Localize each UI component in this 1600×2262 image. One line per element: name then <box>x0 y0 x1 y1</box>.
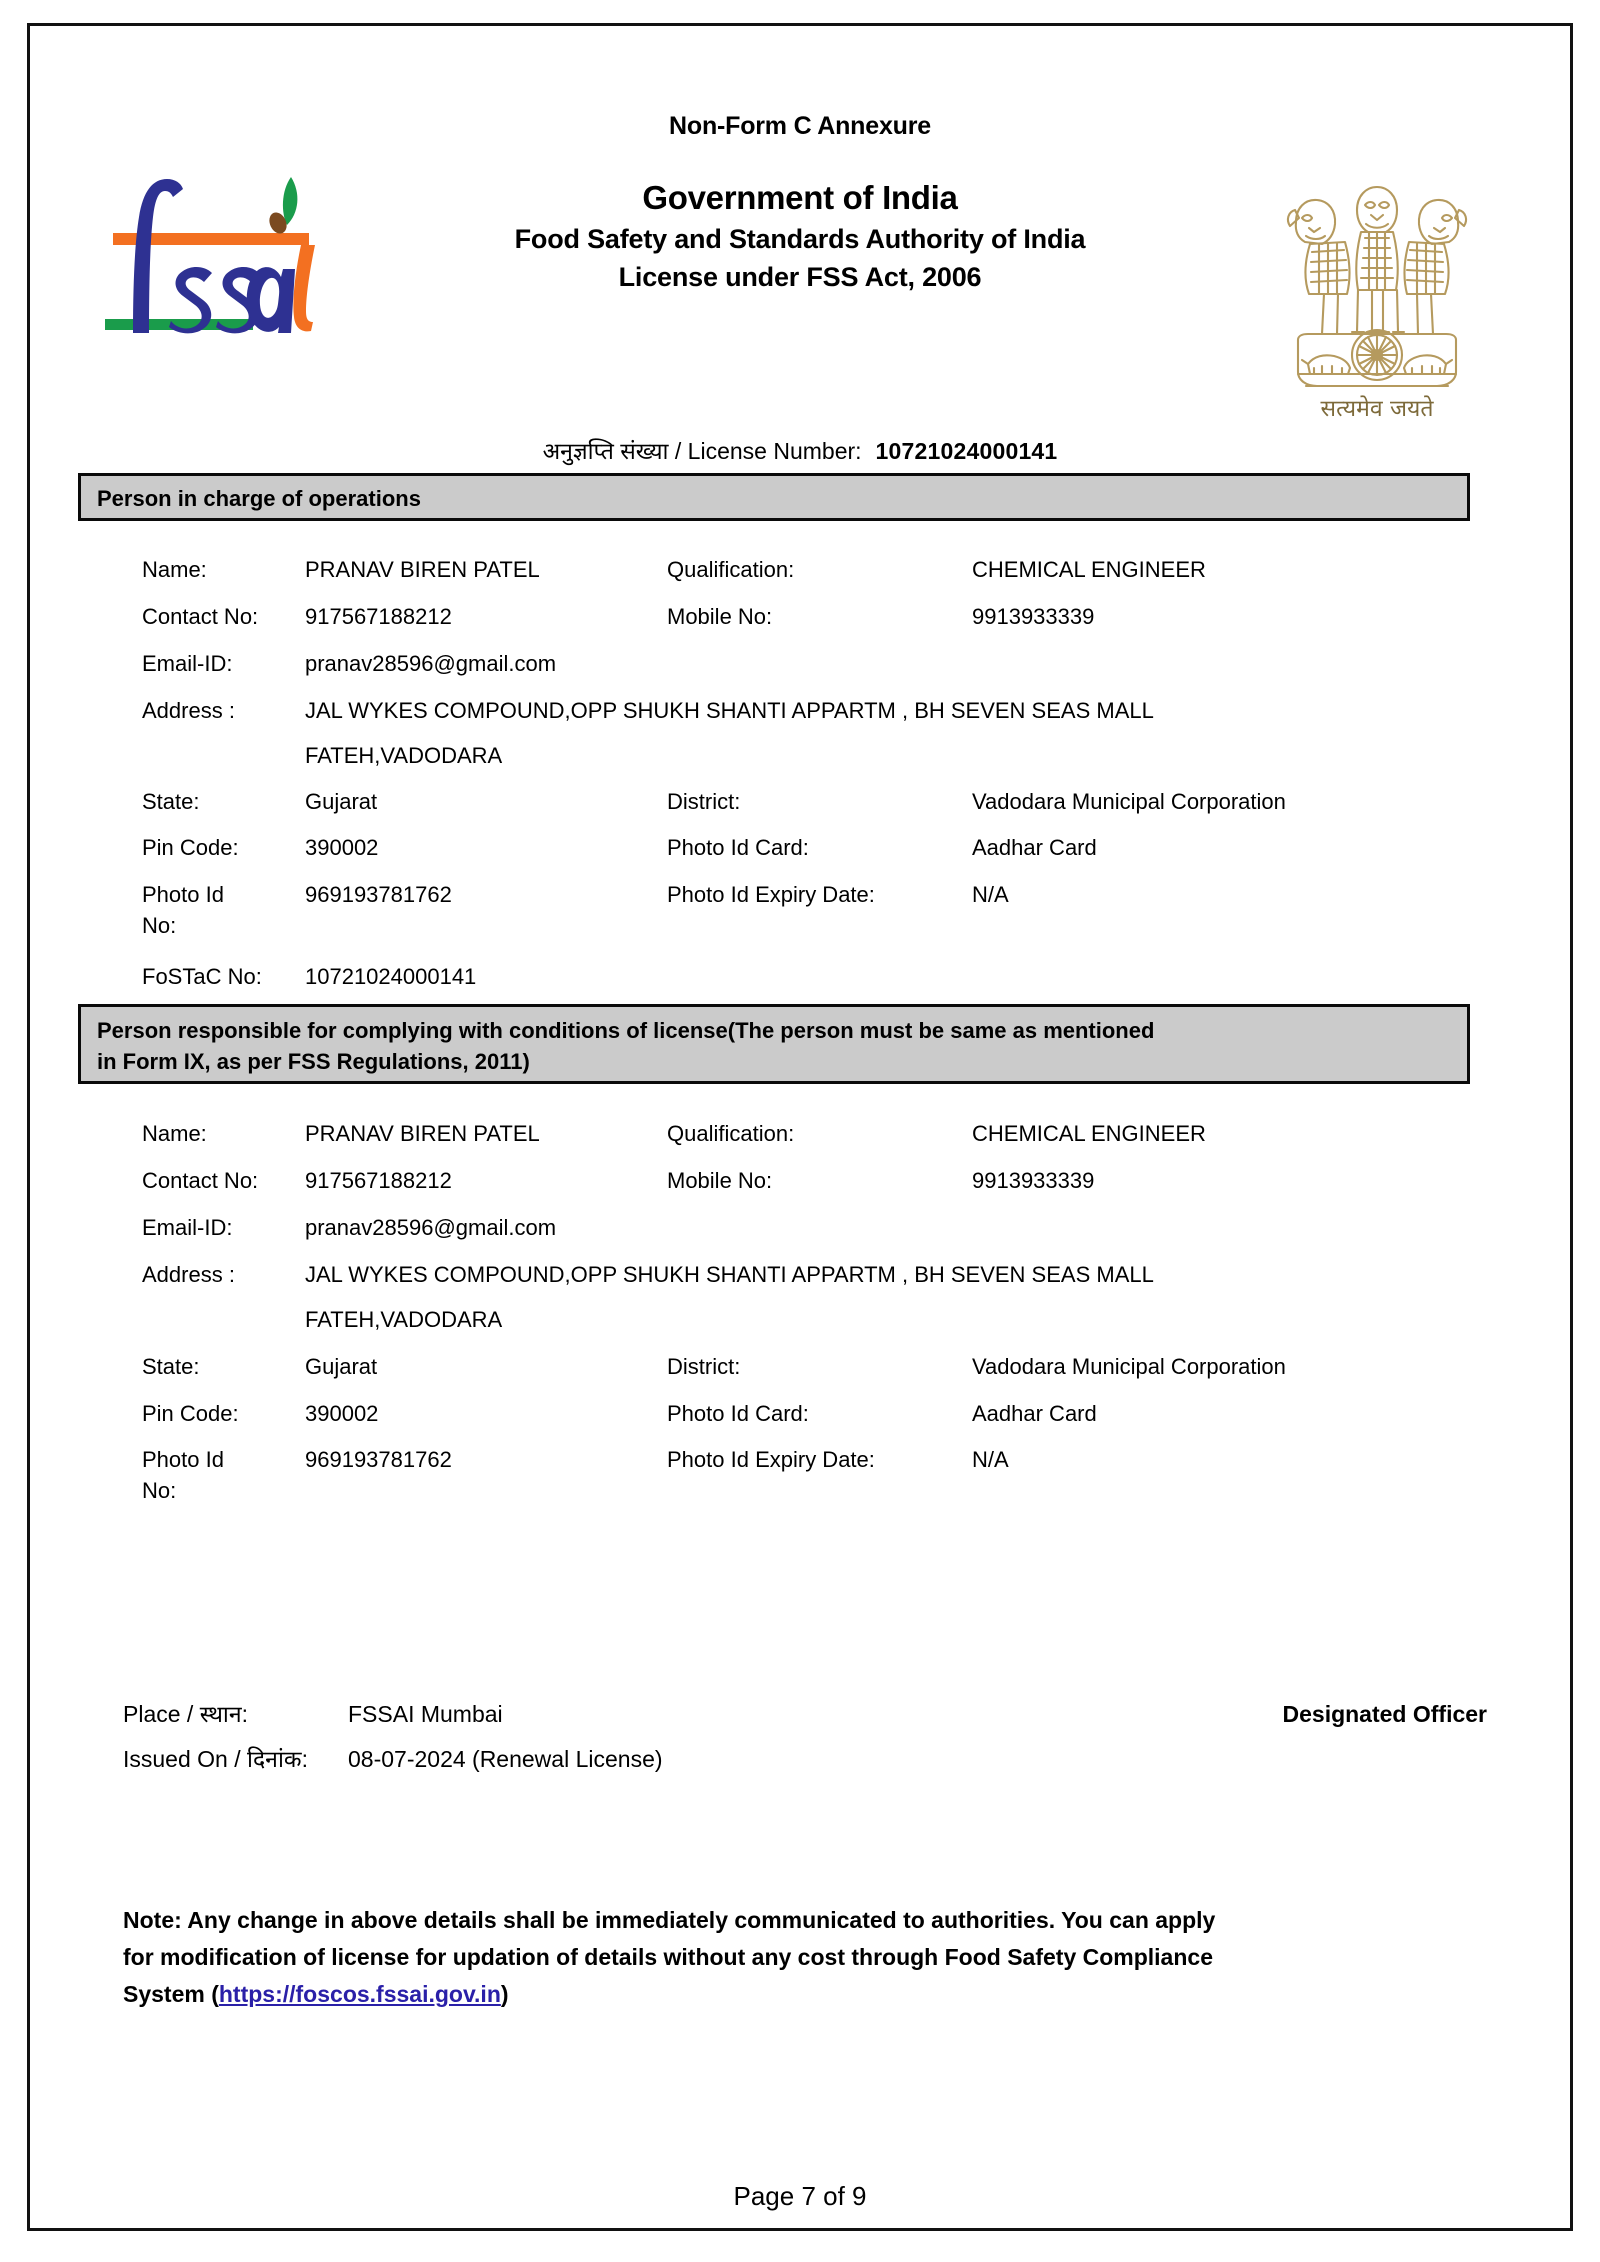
field-value: Vadodara Municipal Corporation <box>972 789 1286 814</box>
issued-on-label: Issued On / दिनांक: <box>123 1746 308 1772</box>
act-line: License under FSS Act, 2006 <box>618 262 982 292</box>
field-value: PRANAV BIREN PATEL <box>305 557 540 582</box>
document-header <box>30 26 1570 421</box>
field-label: Address : <box>142 1262 235 1287</box>
section-2-heading-line2: in Form IX, as per FSS Regulations, 2011) <box>97 1049 530 1074</box>
issued-on-value: 08-07-2024 (Renewal License) <box>348 1746 663 1772</box>
field-label: Qualification: <box>667 1121 795 1146</box>
section-1-heading: Person in charge of operations <box>97 486 421 511</box>
field-value: 390002 <box>305 835 379 860</box>
field-label: Qualification: <box>667 557 795 582</box>
field-label: Email-ID: <box>142 651 233 676</box>
field-label: Photo Id Card: <box>667 1401 809 1426</box>
license-number-value: 10721024000141 <box>875 438 1058 464</box>
field-value: N/A <box>972 1447 1009 1472</box>
field-value: 969193781762 <box>305 1447 452 1472</box>
page-number: Page 7 of 9 <box>733 2181 867 2211</box>
note-line-3 <box>123 1976 1473 2013</box>
note-system-suffix: ) <box>500 1981 509 2007</box>
license-number-label: अनुज्ञप्ति संख्या / License Number: <box>542 438 862 464</box>
field-label-continued: No: <box>142 913 177 938</box>
field-value: 9913933339 <box>972 604 1095 629</box>
field-label: Photo Id Expiry Date: <box>667 1447 875 1472</box>
field-value: 9913933339 <box>972 1168 1095 1193</box>
authority-line: Food Safety and Standards Authority of India <box>514 224 1086 254</box>
field-label: FoSTaC No: <box>142 964 262 989</box>
section-header-person-in-charge <box>78 473 1470 521</box>
field-value: pranav28596@gmail.com <box>305 651 557 676</box>
field-value: N/A <box>972 882 1009 907</box>
foscos-portal-link[interactable]: https://foscos.fssai.gov.in <box>218 1981 501 2007</box>
field-label-continued: No: <box>142 1478 177 1503</box>
field-label: District: <box>667 1354 741 1379</box>
field-label: Contact No: <box>142 604 259 629</box>
field-label: Address : <box>142 698 235 723</box>
field-value: 969193781762 <box>305 882 452 907</box>
field-label: State: <box>142 1354 200 1379</box>
note-line-2: for modification of license for updation of details without any cost through Food Safety Compliance <box>123 1944 1213 1970</box>
field-value: 917567188212 <box>305 604 452 629</box>
field-value: 10721024000141 <box>305 964 477 989</box>
field-value: PRANAV BIREN PATEL <box>305 1121 540 1146</box>
field-value: Vadodara Municipal Corporation <box>972 1354 1286 1379</box>
field-label: Photo Id <box>142 882 224 907</box>
place-value: FSSAI Mumbai <box>348 1701 503 1727</box>
field-label: Pin Code: <box>142 1401 239 1426</box>
field-value: CHEMICAL ENGINEER <box>972 1121 1206 1146</box>
field-label: Name: <box>142 557 207 582</box>
field-label: Contact No: <box>142 1168 259 1193</box>
field-value: JAL WYKES COMPOUND,OPP SHUKH SHANTI APPARTM , BH SEVEN SEAS MALL <box>305 1262 1154 1287</box>
field-value: Gujarat <box>305 1354 378 1379</box>
field-label: Photo Id <box>142 1447 224 1472</box>
field-label: District: <box>667 789 741 814</box>
field-value: 917567188212 <box>305 1168 452 1193</box>
field-value: pranav28596@gmail.com <box>305 1215 557 1240</box>
field-value-continued: FATEH,VADODARA <box>305 1307 503 1332</box>
field-value: Aadhar Card <box>972 1401 1097 1426</box>
field-label: State: <box>142 789 200 814</box>
field-label: Pin Code: <box>142 835 239 860</box>
document-page <box>27 23 1573 2231</box>
note-line-1: Note: Any change in above details shall be immediately communicated to authorities. You can apply <box>123 1907 1216 1933</box>
field-label: Email-ID: <box>142 1215 233 1240</box>
field-label: Mobile No: <box>667 604 773 629</box>
field-value: JAL WYKES COMPOUND,OPP SHUKH SHANTI APPARTM , BH SEVEN SEAS MALL <box>305 698 1154 723</box>
field-label: Mobile No: <box>667 1168 773 1193</box>
field-value: CHEMICAL ENGINEER <box>972 557 1206 582</box>
designated-officer-label: Designated Officer <box>1282 1701 1487 1727</box>
section-2-heading-line1: Person responsible for complying with conditions of license(The person must be same as mentioned <box>97 1018 1155 1043</box>
license-number-line <box>30 435 1570 467</box>
field-value-continued: FATEH,VADODARA <box>305 743 503 768</box>
field-label: Photo Id Card: <box>667 835 809 860</box>
field-value: Gujarat <box>305 789 378 814</box>
note-system-prefix: System ( <box>123 1981 219 2007</box>
section-header-person-responsible <box>78 1004 1470 1084</box>
field-label: Name: <box>142 1121 207 1146</box>
field-value: 390002 <box>305 1401 379 1426</box>
place-label: Place / स्थान: <box>123 1701 249 1727</box>
emblem-motto-text: सत्यमेव जयते <box>1320 396 1434 422</box>
field-value: Aadhar Card <box>972 835 1097 860</box>
annexure-title: Non-Form C Annexure <box>669 112 931 140</box>
field-label: Photo Id Expiry Date: <box>667 882 875 907</box>
india-state-emblem-icon <box>1262 168 1492 428</box>
government-line: Government of India <box>642 179 958 216</box>
